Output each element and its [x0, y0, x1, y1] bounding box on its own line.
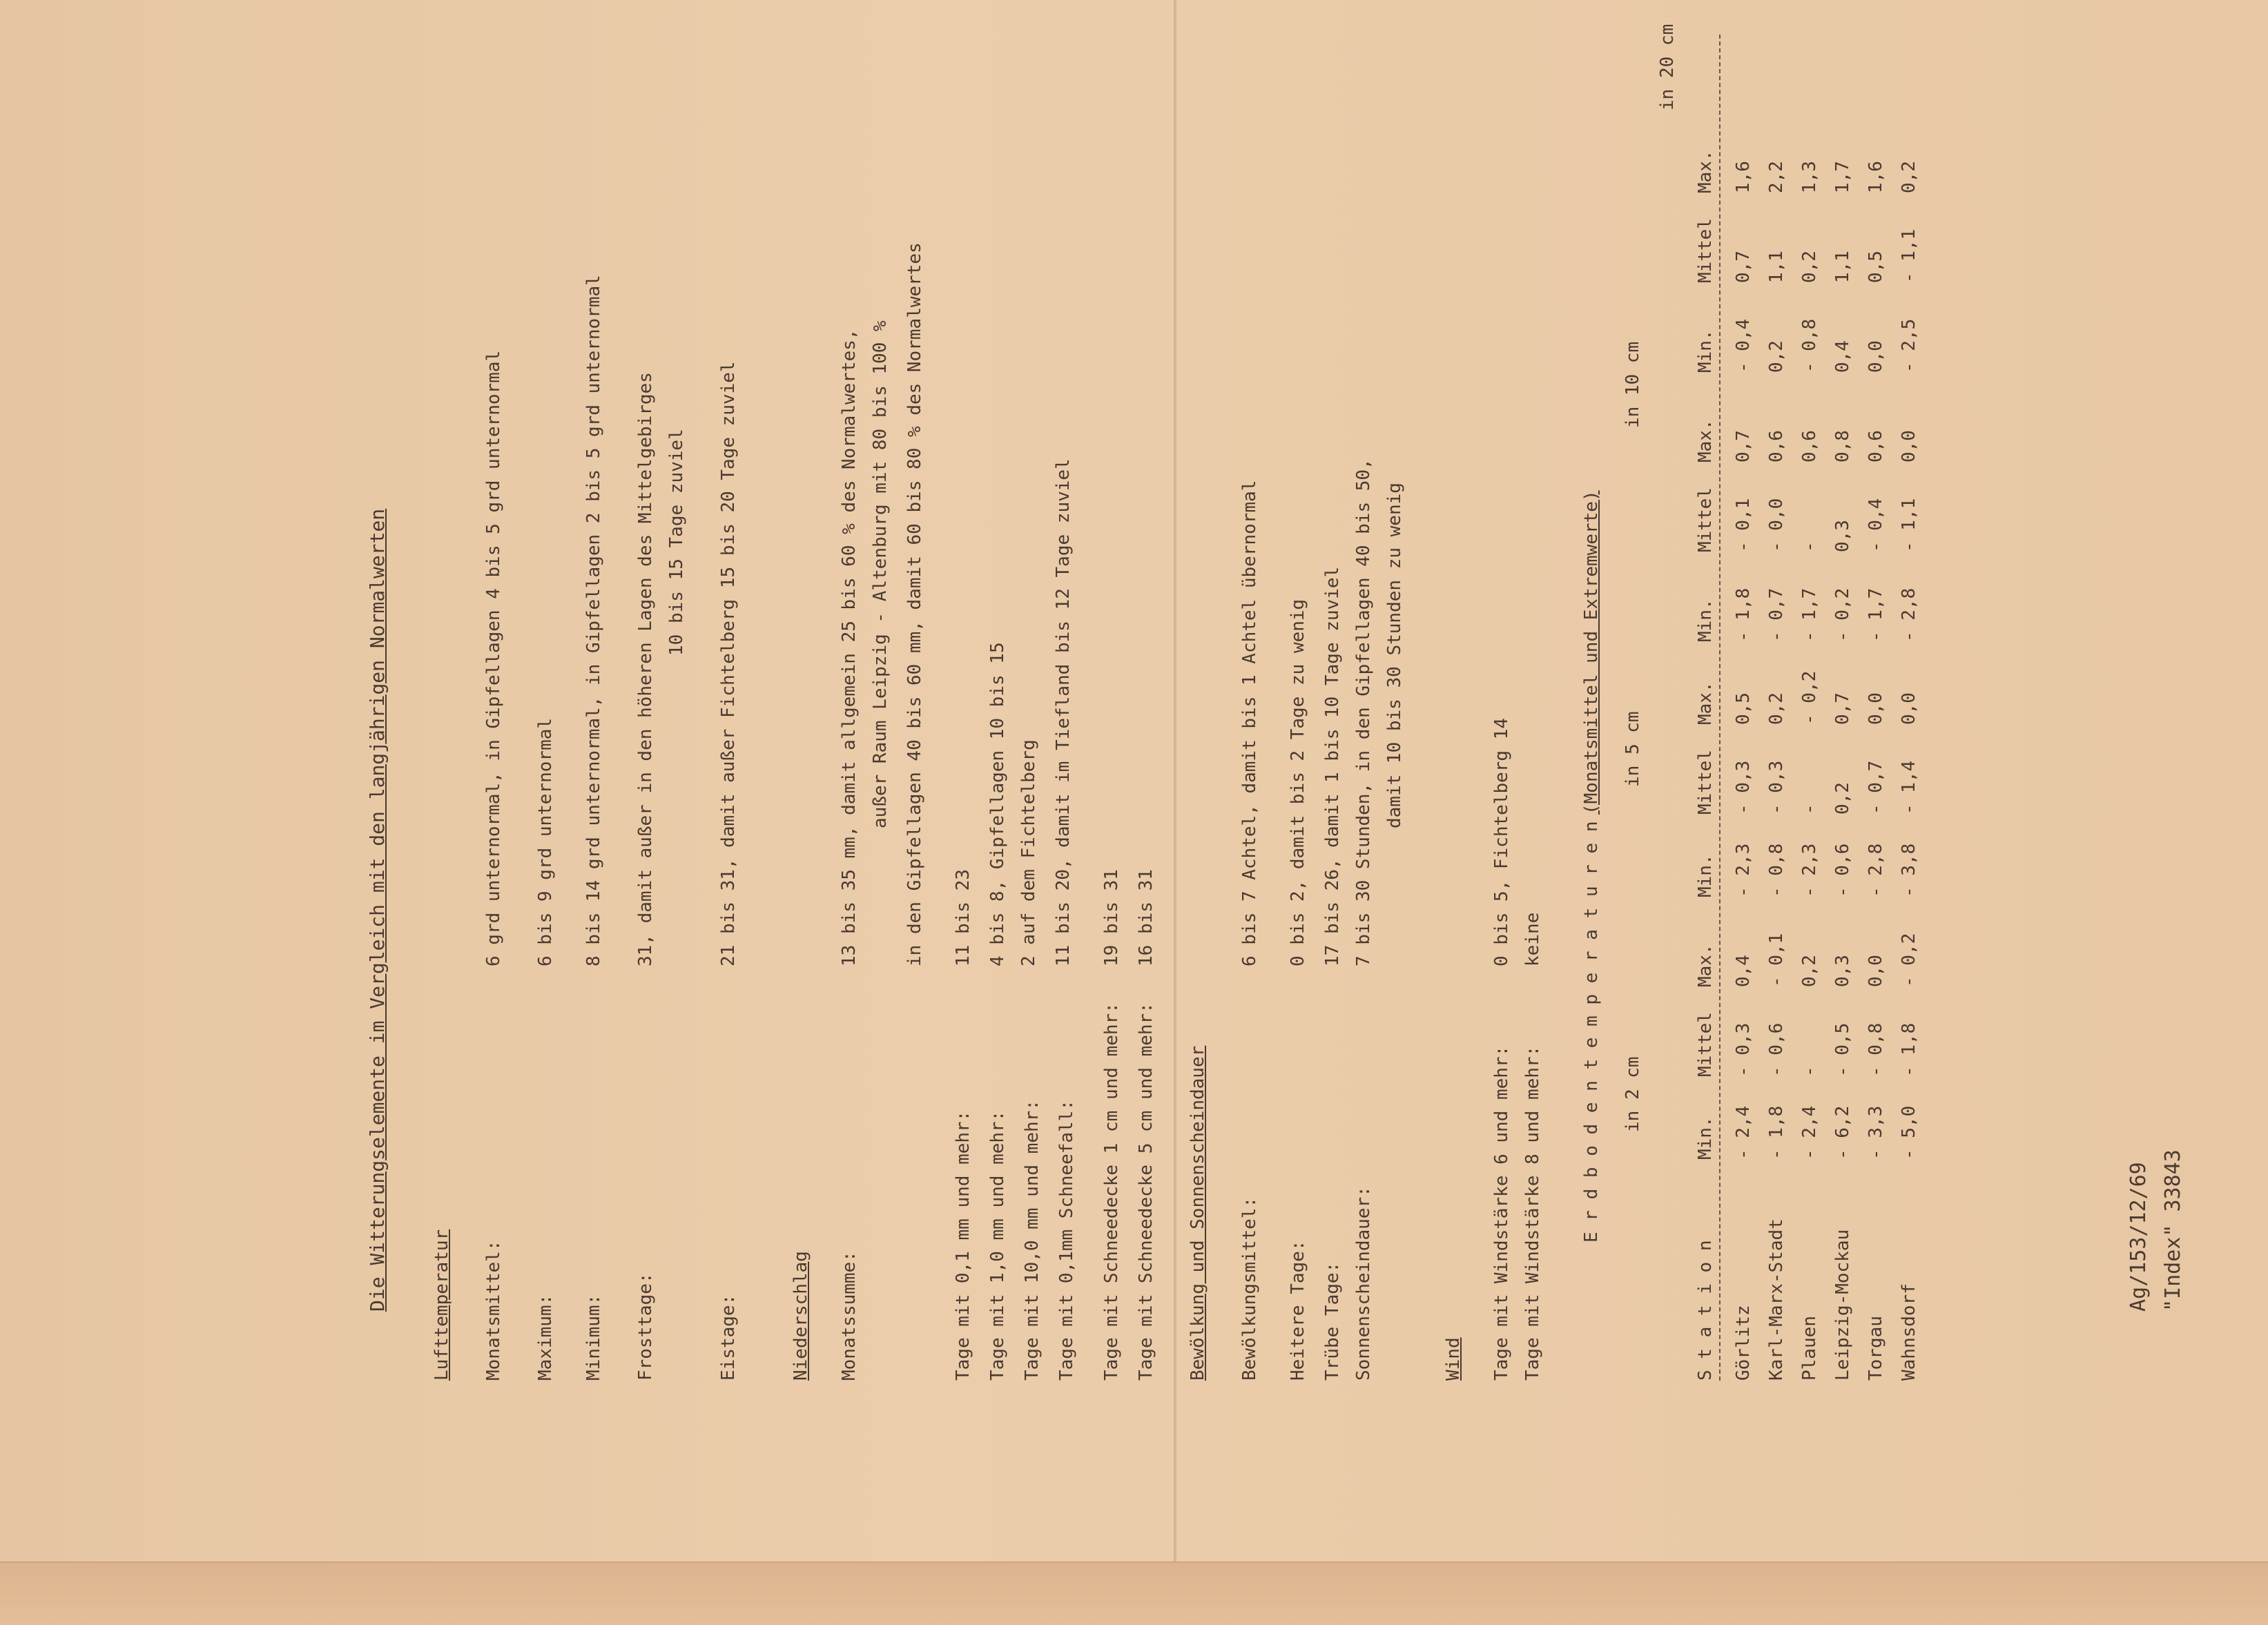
table-cell: 1,1: [1766, 251, 1787, 283]
table-cell: 1,6: [1865, 161, 1886, 193]
column-header: Max.: [1695, 944, 1716, 987]
index-number: "Index" 33843: [2161, 1149, 2185, 1312]
table-cell: - 1,4: [1899, 760, 1919, 815]
table-row-station: Wahnsdorf: [1899, 1283, 1919, 1381]
table-cell: 1,7: [1832, 161, 1853, 193]
value-monatssumme-3: in den Gipfellagen 40 bis 60 mm, damit 60 bis 80 % des Normalwertes: [904, 242, 925, 966]
value-tage-10mm: 11 bis 20, damit im Tiefland bis 12 Tage zuviel: [1053, 458, 1074, 966]
table-cell: 0,2: [1799, 955, 1820, 987]
label-windstaerke-8: Tage mit Windstärke 8 und mehr:: [1522, 1045, 1543, 1381]
section-heading-bewoelkung: Bewölkung und Sonnenscheindauer: [1188, 1045, 1208, 1381]
label-schneedecke-1cm: Tage mit Schneedecke 1 cm und mehr:: [1101, 1002, 1122, 1381]
value-monatsmittel: 6 grd unternormal, in Gipfellagen 4 bis 5 grd unternormal: [483, 350, 504, 966]
value-frosttage: 31, damit außer in den höheren Lagen des Mittelgebirges: [635, 372, 656, 966]
table-row-station: Karl-Marx-Stadt: [1766, 1218, 1787, 1381]
table-cell: - 2,4: [1733, 1105, 1754, 1160]
table-cell: - 0,6: [1832, 843, 1853, 897]
column-header: Mittel: [1695, 487, 1716, 552]
table-cell: - 1,1: [1899, 498, 1919, 552]
table-cell: - 5,0: [1899, 1105, 1919, 1160]
table-cell: - 6,2: [1832, 1105, 1853, 1160]
table-cell: 0,7: [1733, 430, 1754, 463]
table-cell: 0,2: [1899, 161, 1919, 193]
table-row-station: Torgau: [1865, 1316, 1886, 1381]
table-cell: 0,0: [1865, 955, 1886, 987]
table-cell: - 0,2: [1832, 587, 1853, 642]
table-cell: - 1,7: [1865, 587, 1886, 642]
table-cell: 0,2: [1766, 692, 1787, 725]
column-header: Min.: [1695, 1116, 1716, 1160]
table-cell: - 2,3: [1733, 843, 1754, 897]
page-edge: [0, 1561, 2268, 1625]
value-schneedecke-1cm: 19 bis 31: [1101, 869, 1122, 966]
value-windstaerke-6: 0 bis 5, Fichtelberg 14: [1491, 717, 1512, 966]
table-cell: - 0,8: [1766, 843, 1787, 897]
label-heitere-tage: Heitere Tage:: [1288, 1240, 1308, 1381]
table-subtitle: (Monatsmittel und Extremwerte): [1581, 490, 1602, 815]
value-maximum: 6 bis 9 grd unternormal: [535, 717, 556, 966]
table-cell: - 1,1: [1899, 228, 1919, 283]
value-tage-1mm: 4 bis 8, Gipfellagen 10 bis 15: [987, 642, 1008, 966]
table-cell: - 2,3: [1799, 843, 1820, 897]
table-cell: - 1,7: [1799, 587, 1820, 642]
column-header: Max.: [1695, 150, 1716, 193]
value-minimum: 8 bis 14 grd unternormal, in Gipfellagen 2 bis 5 grd unternormal: [583, 275, 604, 966]
table-cell: - 0,3: [1766, 760, 1787, 815]
table-cell: 0,4: [1832, 340, 1853, 373]
document-body: [166, 0, 2268, 1519]
table-cell: - 0,0: [1766, 498, 1787, 552]
table-row-station: Leipzig-Mockau: [1832, 1229, 1853, 1381]
label-frosttage: Frosttage:: [635, 1272, 656, 1381]
table-cell: 0,7: [1832, 692, 1853, 725]
table-cell: 0,0: [1865, 340, 1886, 373]
section-heading-wind: Wind: [1443, 1337, 1464, 1381]
label-maximum: Maximum:: [535, 1294, 556, 1381]
table-cell: - 3,8: [1899, 843, 1919, 897]
table-cell: - 0,4: [1865, 498, 1886, 552]
value-monatssumme: 13 bis 35 mm, damit allgemein 25 bis 60 % des Normalwertes,: [839, 329, 860, 966]
table-cell: 1,1: [1832, 251, 1853, 283]
group-header-20cm: in 20 cm: [1657, 23, 1678, 110]
value-truebe-tage: 17 bis 26, damit 1 bis 10 Tage zuviel: [1322, 566, 1343, 966]
table-cell: -: [1799, 804, 1820, 815]
column-header: Mittel: [1695, 218, 1716, 283]
station-column-header: S t a t i o n: [1695, 1240, 1716, 1381]
table-cell: - 1,8: [1733, 587, 1754, 642]
table-cell: - 0,7: [1865, 760, 1886, 815]
value-bewoelkungsmittel: 6 bis 7 Achtel, damit bis 1 Achtel übernormal: [1239, 480, 1260, 966]
column-header: Min.: [1695, 599, 1716, 642]
table-cell: 0,2: [1832, 782, 1853, 815]
value-windstaerke-8: keine: [1522, 912, 1543, 966]
value-monatssumme-2: außer Raum Leipzig - Altenburg mit 80 bis 100 %: [870, 320, 891, 828]
table-cell: 0,5: [1733, 692, 1754, 725]
label-monatssumme: Monatssumme:: [839, 1251, 860, 1381]
table-cell: 0,0: [1899, 430, 1919, 463]
header-divider: [1719, 35, 1721, 1381]
table-cell: 0,8: [1832, 430, 1853, 463]
label-monatsmittel: Monatsmittel:: [483, 1240, 504, 1381]
column-header: Min.: [1695, 329, 1716, 373]
section-heading-lufttemperatur: Lufttemperatur: [432, 1229, 452, 1381]
column-header: Mittel: [1695, 750, 1716, 815]
table-cell: - 3,3: [1865, 1105, 1886, 1160]
label-bewoelkungsmittel: Bewölkungsmittel:: [1239, 1196, 1260, 1381]
table-cell: 0,6: [1799, 430, 1820, 463]
table-cell: - 0,1: [1766, 933, 1787, 987]
table-cell: - 1,8: [1766, 1105, 1787, 1160]
table-cell: 0,0: [1865, 692, 1886, 725]
table-cell: 0,3: [1832, 955, 1853, 987]
label-sonnenscheindauer: Sonnenscheindauer:: [1353, 1186, 1374, 1381]
label-tage-1mm: Tage mit 1,0 mm und mehr:: [987, 1110, 1008, 1381]
table-cell: - 0,1: [1733, 498, 1754, 552]
table-cell: -: [1799, 1066, 1820, 1077]
label-schneedecke-5cm: Tage mit Schneedecke 5 cm und mehr:: [1136, 1002, 1156, 1381]
table-cell: 0,5: [1865, 251, 1886, 283]
table-cell: - 2,5: [1899, 318, 1919, 373]
table-cell: 0,2: [1799, 251, 1820, 283]
value-eistage: 21 bis 31, damit außer Fichtelberg 15 bis 20 Tage zuviel: [718, 361, 739, 966]
table-cell: 0,6: [1766, 430, 1787, 463]
label-eistage: Eistage:: [718, 1294, 739, 1381]
table-row-station: Plauen: [1799, 1316, 1820, 1381]
value-frosttage-cont: 10 bis 15 Tage zuviel: [666, 429, 687, 656]
value-schneedecke-5cm: 16 bis 31: [1136, 869, 1156, 966]
label-truebe-tage: Trübe Tage:: [1322, 1261, 1343, 1381]
table-cell: 0,4: [1733, 955, 1754, 987]
table-row-station: Görlitz: [1733, 1305, 1754, 1381]
table-cell: - 0,8: [1865, 1022, 1886, 1077]
reference-number: Ag/153/12/69: [2126, 1162, 2151, 1312]
label-tage-0-1mm: Tage mit 0,1 mm und mehr:: [953, 1110, 973, 1381]
group-header-10cm: in 10 cm: [1622, 341, 1643, 428]
table-cell: -: [1799, 541, 1820, 552]
value-heitere-tage: 0 bis 2, damit bis 2 Tage zu wenig: [1288, 599, 1308, 966]
value-tage-0-1mm: 11 bis 23: [953, 869, 973, 966]
table-cell: - 2,8: [1865, 843, 1886, 897]
group-header-2cm: in 2 cm: [1622, 1056, 1643, 1132]
table-cell: - 0,7: [1766, 587, 1787, 642]
section-heading-niederschlag: Niederschlag: [791, 1251, 811, 1381]
table-cell: - 0,2: [1899, 933, 1919, 987]
table-cell: - 0,3: [1733, 1022, 1754, 1077]
label-tage-10mm: Tage mit 10,0 mm und mehr:: [1022, 1100, 1043, 1381]
table-cell: - 0,3: [1733, 760, 1754, 815]
table-cell: 0,0: [1899, 692, 1919, 725]
table-cell: - 2,4: [1799, 1105, 1820, 1160]
table-cell: - 0,6: [1766, 1022, 1787, 1077]
table-cell: - 0,8: [1799, 318, 1820, 373]
table-cell: 2,2: [1766, 161, 1787, 193]
table-cell: 0,6: [1865, 430, 1886, 463]
table-cell: 0,7: [1733, 251, 1754, 283]
group-header-5cm: in 5 cm: [1622, 711, 1643, 787]
table-title: E r d b o d e n t e m p e r a t u r e n: [1581, 821, 1602, 1243]
column-header: Max.: [1695, 681, 1716, 725]
table-cell: - 2,8: [1899, 587, 1919, 642]
label-schneefall: Tage mit 0,1mm Schneefall:: [1056, 1100, 1077, 1381]
value-tage-1mm-2: 2 auf dem Fichtelberg: [1018, 739, 1039, 966]
document-title: Die Witterungselemente im Vergleich mit den langjährigen Normalwerten: [366, 508, 389, 1312]
column-header: Min.: [1695, 854, 1716, 897]
value-sonnenscheindauer: 7 bis 30 Stunden, in den Gipfellagen 40 bis 50,: [1353, 458, 1374, 966]
table-cell: 0,3: [1832, 520, 1853, 552]
value-sonnenscheindauer-2: damit 10 bis 30 Stunden zu wenig: [1384, 483, 1405, 828]
table-cell: - 0,2: [1799, 670, 1820, 725]
table-cell: 1,6: [1733, 161, 1754, 193]
label-minimum: Minimum:: [583, 1294, 604, 1381]
table-cell: 1,3: [1799, 161, 1820, 193]
table-cell: - 0,4: [1733, 318, 1754, 373]
column-header: Mittel: [1695, 1012, 1716, 1077]
table-cell: 0,2: [1766, 340, 1787, 373]
column-header: Max.: [1695, 419, 1716, 463]
table-cell: - 1,8: [1899, 1022, 1919, 1077]
label-windstaerke-6: Tage mit Windstärke 6 und mehr:: [1491, 1045, 1512, 1381]
table-cell: - 0,5: [1832, 1022, 1853, 1077]
